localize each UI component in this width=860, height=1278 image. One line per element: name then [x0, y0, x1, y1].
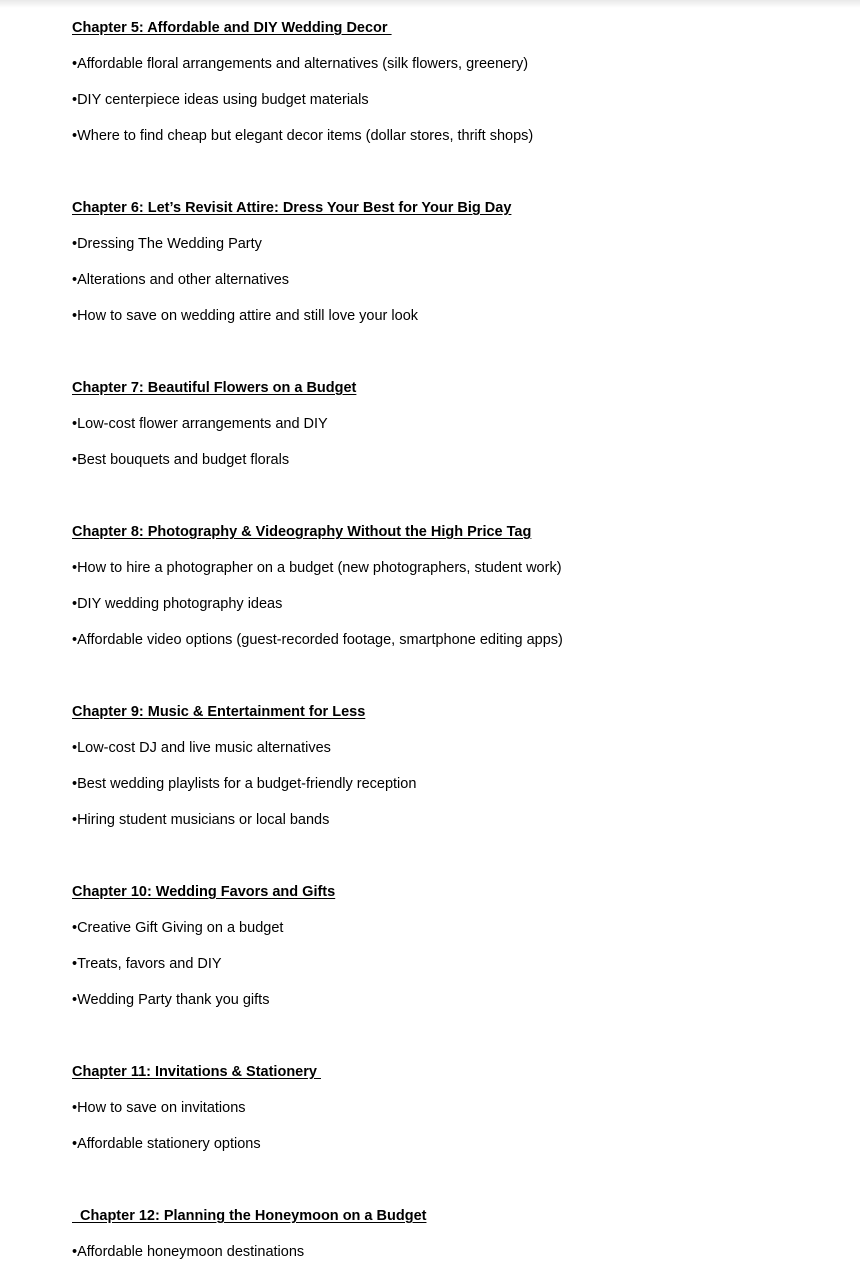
list-item: •Affordable floral arrangements and alternatives (silk flowers, greenery) — [72, 56, 529, 72]
list-item: •Affordable honeymoon destinations — [72, 1244, 305, 1260]
list-item: •Treats, favors and DIY — [72, 956, 222, 972]
chapter-title: Chapter 5: Affordable and DIY Wedding Decor — [72, 20, 392, 36]
chapter-12 — [72, 1206, 832, 1278]
chapter-title: Chapter 12: Planning the Honeymoon on a Budget — [72, 1208, 427, 1224]
chapter-title: Chapter 11: Invitations & Stationery — [72, 1064, 321, 1080]
chapter-title: Chapter 6: Let’s Revisit Attire: Dress Your Best for Your Big Day — [72, 200, 512, 216]
chapter-11 — [72, 1062, 832, 1170]
list-item: •How to save on invitations — [72, 1100, 246, 1116]
chapter-title: Chapter 7: Beautiful Flowers on a Budget — [72, 380, 357, 396]
document-body — [72, 18, 832, 1278]
chapter-title: Chapter 9: Music & Entertainment for Less — [72, 704, 366, 720]
chapter-title: Chapter 8: Photography & Videography Without the High Price Tag — [72, 524, 532, 540]
list-item: •Hiring student musicians or local bands — [72, 812, 330, 828]
list-item: •Low-cost DJ and live music alternatives — [72, 740, 331, 756]
chapter-7 — [72, 378, 832, 486]
list-item: •Alterations and other alternatives — [72, 272, 290, 288]
list-item: •Affordable stationery options — [72, 1136, 261, 1152]
list-item: •Dressing The Wedding Party — [72, 236, 262, 252]
list-item: •DIY centerpiece ideas using budget materials — [72, 92, 369, 108]
list-item: •Best wedding playlists for a budget-friendly reception — [72, 776, 417, 792]
list-item: •Creative Gift Giving on a budget — [72, 920, 284, 936]
chapter-5 — [72, 18, 832, 162]
chapter-8 — [72, 522, 832, 666]
list-item: •How to hire a photographer on a budget (new photographers, student work) — [72, 560, 562, 576]
list-item: •Wedding Party thank you gifts — [72, 992, 270, 1008]
list-item: •Affordable video options (guest-recorded footage, smartphone editing apps) — [72, 632, 563, 648]
list-item: •Best bouquets and budget florals — [72, 452, 290, 468]
list-item: •Where to find cheap but elegant decor items (dollar stores, thrift shops) — [72, 128, 534, 144]
chapter-9 — [72, 702, 832, 846]
chapter-10 — [72, 882, 832, 1026]
list-item: •How to save on wedding attire and still love your look — [72, 308, 419, 324]
chapter-title: Chapter 10: Wedding Favors and Gifts — [72, 884, 336, 900]
list-item: •Low-cost flower arrangements and DIY — [72, 416, 328, 432]
window-top-shadow — [0, 0, 860, 8]
list-item: •DIY wedding photography ideas — [72, 596, 283, 612]
chapter-6 — [72, 198, 832, 342]
